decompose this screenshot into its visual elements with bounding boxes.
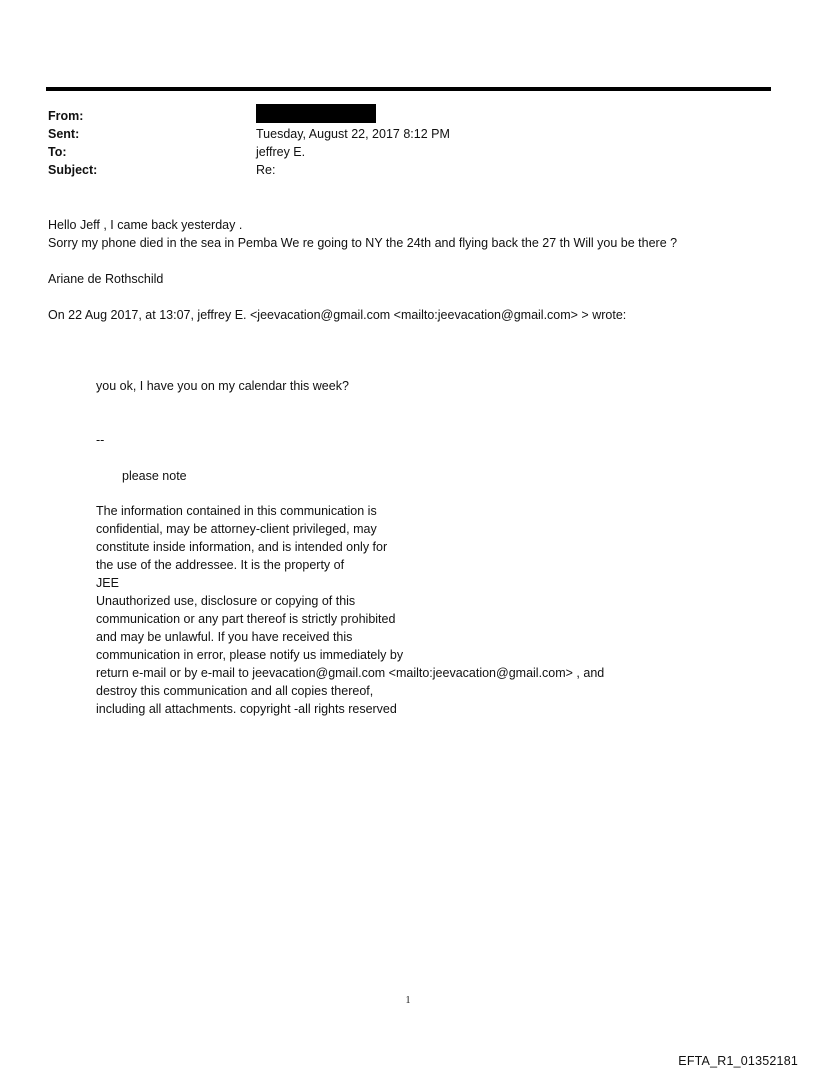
signature-separator: -- (96, 433, 105, 447)
document-id: EFTA_R1_01352181 (678, 1054, 798, 1068)
header-divider (46, 87, 771, 91)
disclaimer-line: return e-mail or by e-mail to jeevacation@gmail.com <mailto:jeevacation@gmail.com> , and (96, 666, 605, 680)
redacted-sender (256, 104, 376, 123)
disclaimer-line: destroy this communication and all copies thereof, (96, 684, 374, 698)
to-label: To: (48, 145, 67, 159)
subject-label: Subject: (48, 163, 98, 177)
disclaimer-line: communication or any part thereof is strictly prohibited (96, 612, 396, 626)
body-line-greeting: Hello Jeff , I came back yesterday . (48, 218, 243, 232)
from-label: From: (48, 109, 84, 123)
sent-label: Sent: (48, 127, 80, 141)
disclaimer-line: The information contained in this communication is (96, 504, 377, 518)
page-number: 1 (405, 995, 411, 1006)
signature: Ariane de Rothschild (48, 272, 164, 286)
disclaimer-line: confidential, may be attorney-client privileged, may (96, 522, 377, 536)
please-note: please note (122, 469, 187, 483)
disclaimer-line: JEE (96, 576, 119, 590)
disclaimer-line: Unauthorized use, disclosure or copying of this (96, 594, 356, 608)
subject-value: Re: (256, 163, 276, 177)
disclaimer-line: constitute inside information, and is intended only for (96, 540, 388, 554)
quoted-message: you ok, I have you on my calendar this week? (96, 379, 349, 393)
disclaimer-line: communication in error, please notify us immediately by (96, 648, 404, 662)
to-value: jeffrey E. (256, 145, 306, 159)
disclaimer-line: the use of the addressee. It is the property of (96, 558, 345, 572)
sent-value: Tuesday, August 22, 2017 8:12 PM (256, 127, 450, 141)
body-line-message: Sorry my phone died in the sea in Pemba We re going to NY the 24th and flying back the 27 th Will you be there ? (48, 236, 678, 250)
disclaimer-line: including all attachments. copyright -all rights reserved (96, 702, 397, 716)
quote-intro: On 22 Aug 2017, at 13:07, jeffrey E. <jeevacation@gmail.com <mailto:jeevacation@gmail.com> > wrote: (48, 308, 627, 322)
disclaimer-line: and may be unlawful. If you have received this (96, 630, 353, 644)
